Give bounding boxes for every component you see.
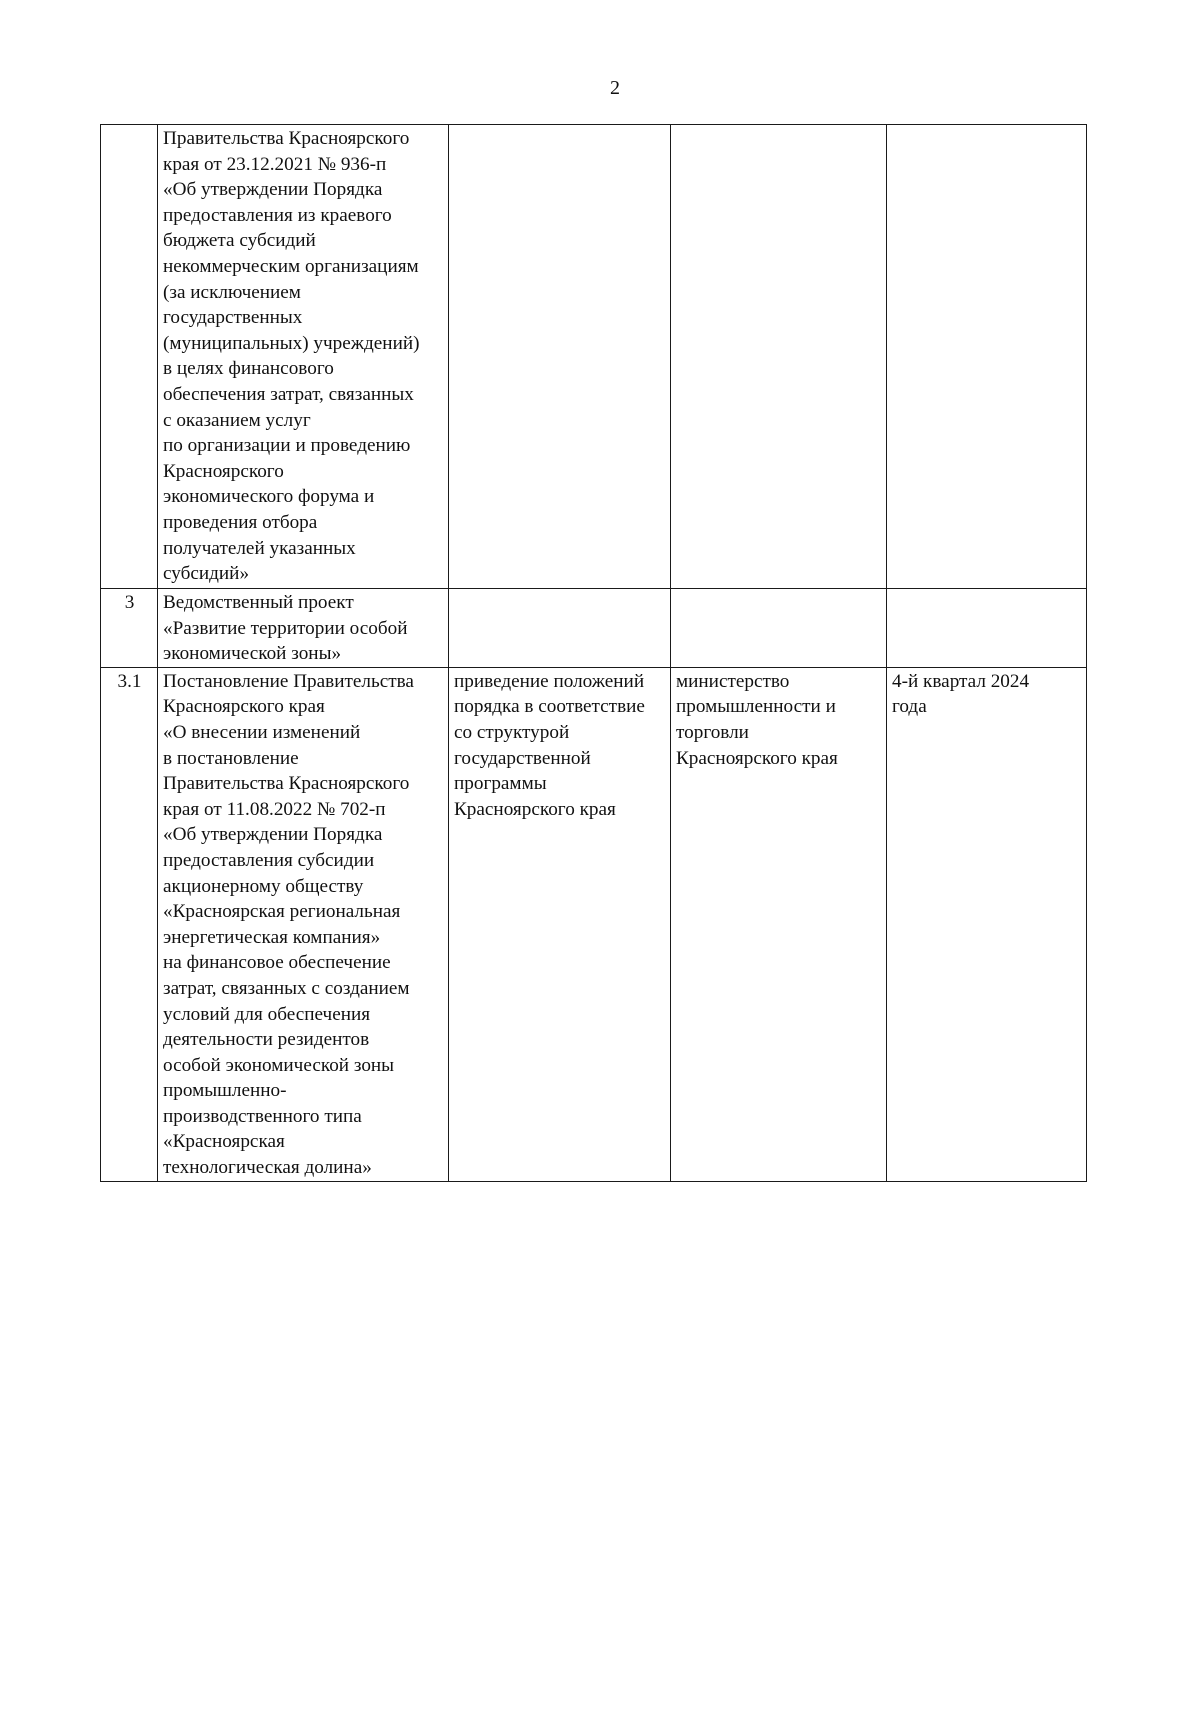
deadline-cell: [887, 589, 1087, 668]
deadline-cell: 4-й квартал 2024 года: [887, 667, 1087, 1181]
measure-purpose-cell: приведение положений порядка в соответствие со структурой государственной программы Красноярского края: [449, 667, 671, 1181]
row-number-cell: 3.1: [101, 667, 158, 1181]
measure-purpose-cell: [449, 125, 671, 589]
deadline-cell: [887, 125, 1087, 589]
responsible-executor-cell: министерство промышленности и торговли Красноярского края: [671, 667, 887, 1181]
measure-name-cell: Правительства Красноярского края от 23.12.2021 № 936-п «Об утверждении Порядка предоставления из краевого бюджета субсидий некоммерческим организациям (за исключением государственных (муниципальных) учреждений) в целях финансового обеспечения затрат, связанных с оказанием услуг по организации и проведению Красноярского экономического форума и проведения отбора получателей указанных субсидий»: [158, 125, 449, 589]
responsible-executor-cell: [671, 125, 887, 589]
measure-purpose-cell: [449, 589, 671, 668]
measure-name-cell: Ведомственный проект «Развитие территории особой экономической зоны»: [158, 589, 449, 668]
measures-table: [100, 124, 1087, 1182]
row-number-cell: 3: [101, 589, 158, 668]
measure-name-cell: Постановление Правительства Красноярского края «О внесении изменений в постановление Правительства Красноярского края от 11.08.2022 № 702-п «Об утверждении Порядка предоставления субсидии акционерному обществу «Красноярская региональная энергетическая компания» на финансовое обеспечение затрат, связанных с созданием условий для обеспечения деятельности резидентов особой экономической зоны промышленно- производственного типа «Красноярская технологическая долина»: [158, 667, 449, 1181]
table-row: [101, 125, 1087, 589]
page-number: 2: [610, 77, 620, 99]
table-row: [101, 589, 1087, 668]
row-number-cell: [101, 125, 158, 589]
responsible-executor-cell: [671, 589, 887, 668]
table-row: [101, 667, 1087, 1181]
